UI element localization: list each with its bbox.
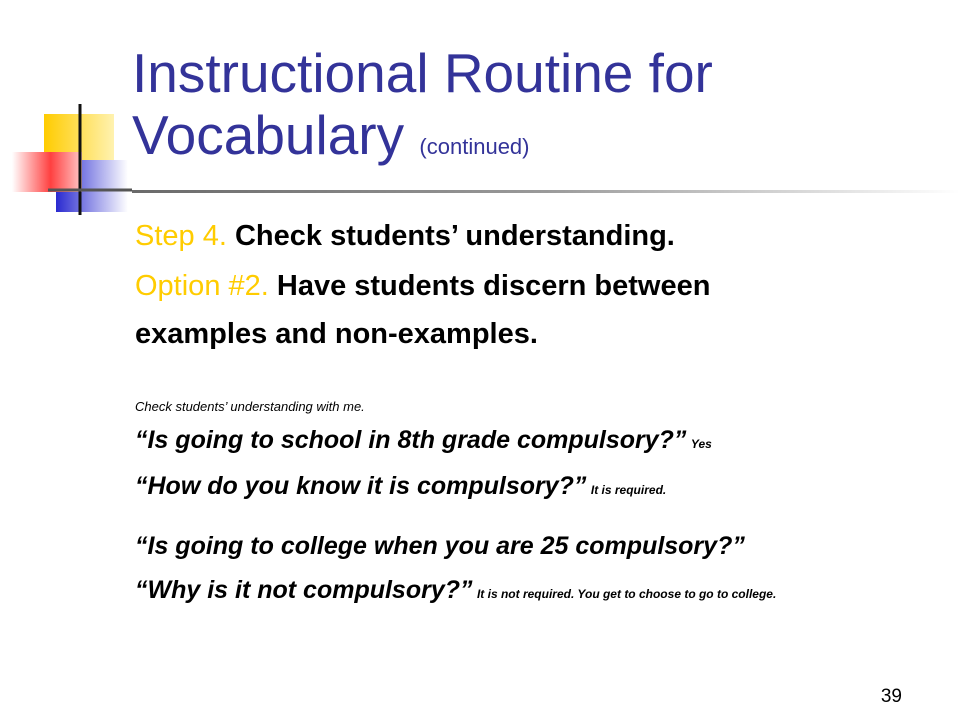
question-3-text: “Is going to college when you are 25 compulsory?” (135, 532, 745, 560)
deco-red-bar (12, 152, 82, 192)
answer-1: Yes (690, 437, 712, 451)
step-text: Check students’ understanding. (234, 220, 675, 252)
option-line (135, 270, 710, 303)
answer-2: It is required. (590, 483, 667, 497)
question-3 (135, 532, 745, 561)
question-2 (135, 472, 666, 501)
step-label: Step 4. (135, 220, 227, 252)
answer-4: It is not required. You get to choose to go to college. (476, 587, 777, 601)
question-2-text: “How do you know it is compulsory?” (135, 472, 587, 500)
question-1-text: “Is going to school in 8th grade compulsory?” (135, 426, 687, 454)
option-text-2: examples and non-examples. (135, 318, 538, 350)
title-sub: (continued) (419, 134, 530, 159)
question-4-text: “Why is it not compulsory?” (135, 576, 473, 604)
slide-title (132, 42, 932, 178)
question-1 (135, 426, 712, 455)
title-underline (132, 190, 960, 193)
title-main: Instructional Routine for Vocabulary (132, 42, 713, 166)
option-label: Option #2. (135, 270, 269, 302)
page-number: 39 (880, 686, 902, 707)
question-4 (135, 576, 776, 605)
step-line (135, 220, 675, 253)
intro-text: Check students’ understanding with me. (135, 399, 365, 414)
option-text-1: Have students discern between (276, 270, 711, 302)
